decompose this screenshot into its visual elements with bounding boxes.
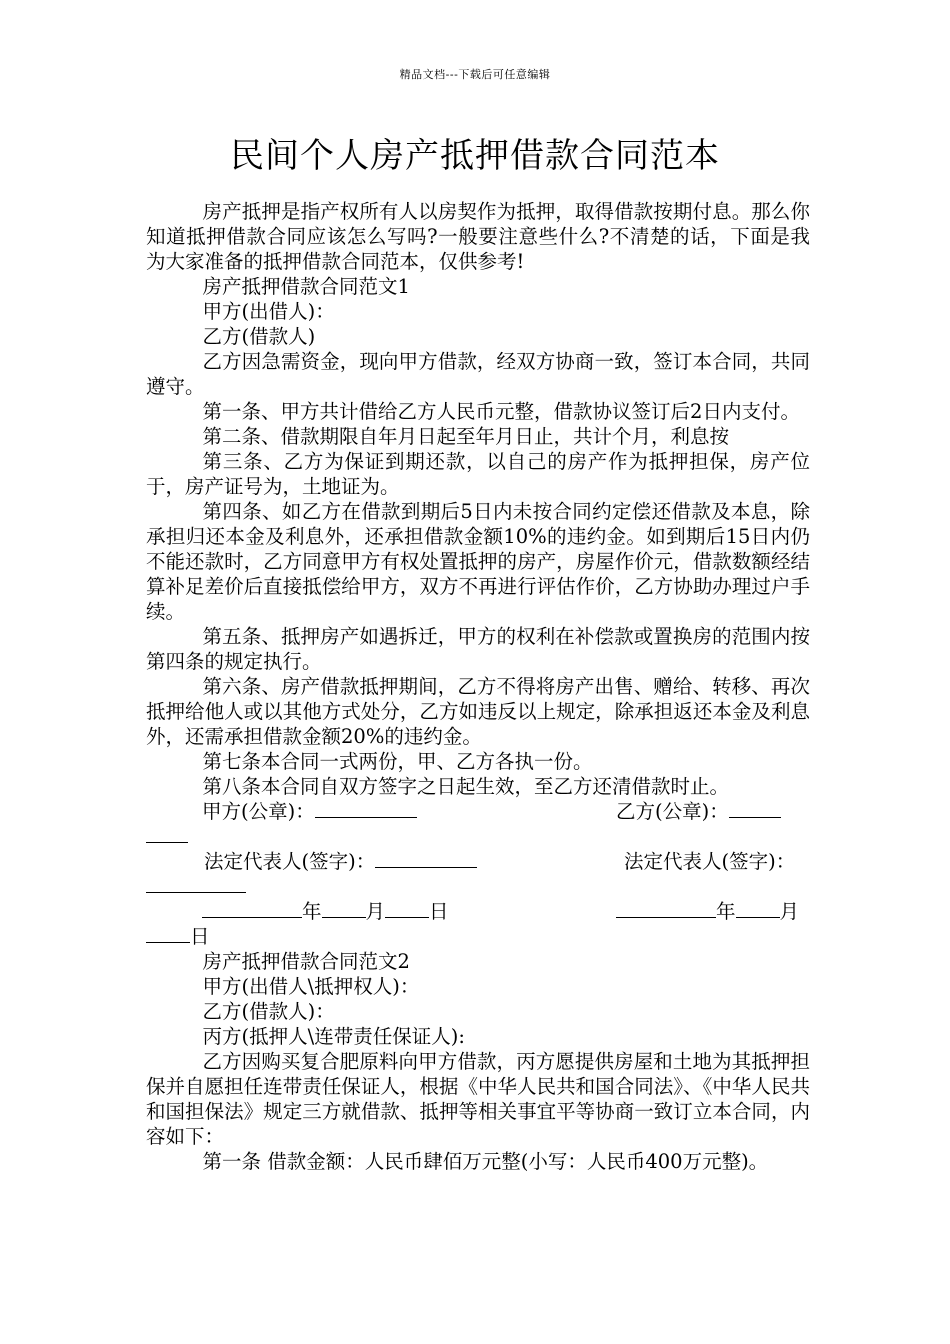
document-title: 民间个人房产抵押借款合同范本 [230,136,720,176]
sample1-party-a: 甲方(出借人)： [202,300,335,323]
party-b-seal-line [729,799,781,818]
sample1-article-3: 第三条、乙方为保证到期还款，以自己的房产作为抵押担保，房产位于，房产证号为，土地证为。 [146,450,810,498]
party-a-seal [202,799,417,824]
sample2-article-1: 第一条 借款金额：人民币肆佰万元整(小写：人民币400万元整)。 [202,1150,769,1173]
date-line-continuation [146,924,810,949]
day: 日 [429,900,449,923]
party-b-seal [616,799,781,824]
party-b-representative [624,849,795,874]
party-b-date [616,899,799,924]
sample1-article-2: 第二条、借款期限自年月日起至年月日止，共计个月，利息按 [202,425,730,448]
sample1-article-1: 第一条、甲方共计借给乙方人民币元整，借款协议签订后2日内支付。 [202,400,800,423]
header-note: 精品文档---下载后可任意编辑 [399,68,551,81]
sample2-preamble: 乙方因购买复合肥原料向甲方借款，丙方愿提供房屋和土地为其抵押担保并自愿担任连带责任保证人，根据《中华人民共和国合同法》、《中华人民共和国担保法》规定三方就借款、抵押等相关事宜平等协商一致订立本合同，内容如下： [146,1050,810,1148]
underline [146,824,188,843]
sample1-article-6: 第六条、房产借款抵押期间，乙方不得将房产出售、赠给、转移、再次抵押给他人或以其他方式处分，乙方如违反以上规定，除承担返还本金及利息外，还需承担借款金额20%的违约金。 [146,675,810,748]
sample2-party-b: 乙方(借款人)： [202,1000,335,1023]
sample2-party-c: 丙方(抵押人\连带责任保证人): [202,1025,465,1048]
document-body [146,199,810,1174]
underline [736,899,780,918]
party-a-representative [204,849,477,874]
sample1-article-7: 第七条本合同一式两份，甲、乙方各执一份。 [202,750,593,773]
year: 年 [716,900,736,923]
year: 年 [302,900,322,923]
rep-line-continuation [146,874,810,899]
signature-date-row [146,899,810,924]
sample1-article-8: 第八条本合同自双方签字之日起生效，至乙方还清借款时止。 [202,775,730,798]
sample1-article-4: 第四条、如乙方在借款到期后5日内未按合同约定偿还借款及本息，除承担归还本金及利息外，还承担借款金额10%的违约金。如到期后15日内仍不能还款时，乙方同意甲方有权处置抵押的房产，房屋作价元，借款数额经结算补足差价后直接抵偿给甲方，双方不再进行评估作价，乙方协助办理过户手续。 [146,500,810,623]
day: 日 [190,925,210,948]
sample2-party-a: 甲方(出借人\抵押权人)： [202,975,420,998]
underline [322,899,366,918]
underline [616,899,716,918]
sample1-article-5: 第五条、抵押房产如遇拆迁，甲方的权利在补偿款或置换房的范围内按第四条的规定执行。 [146,625,810,673]
seal-line-continuation [146,824,810,849]
party-a-seal-label: 甲方(公章)： [202,800,315,823]
party-b-seal-label: 乙方(公章)： [616,800,729,823]
sample1-preamble: 乙方因急需资金，现向甲方借款，经双方协商一致，签订本合同，共同遵守。 [146,350,810,398]
sample1-party-b: 乙方(借款人) [202,325,316,348]
month: 月 [365,900,386,923]
party-b-rep-label: 法定代表人(签字)： [624,850,796,873]
month: 月 [779,900,800,923]
underline [385,899,429,918]
party-a-rep-line [375,849,477,868]
party-a-date [202,899,449,924]
party-a-seal-line [315,799,417,818]
intro-paragraph: 房产抵押是指产权所有人以房契作为抵押，取得借款按期付息。那么你知道抵押借款合同应该怎么写吗?一般要注意些什么?不清楚的话，下面是我为大家准备的抵押借款合同范本，仅供参考! [146,200,810,273]
sample1-heading: 房产抵押借款合同范文1 [202,275,410,298]
underline [146,924,190,943]
underline [202,899,302,918]
underline [146,874,246,893]
signature-rep-row [146,849,810,874]
signature-seal-row [146,799,810,824]
sample2-heading: 房产抵押借款合同范文2 [202,950,410,973]
party-a-rep-label: 法定代表人(签字)： [204,850,376,873]
